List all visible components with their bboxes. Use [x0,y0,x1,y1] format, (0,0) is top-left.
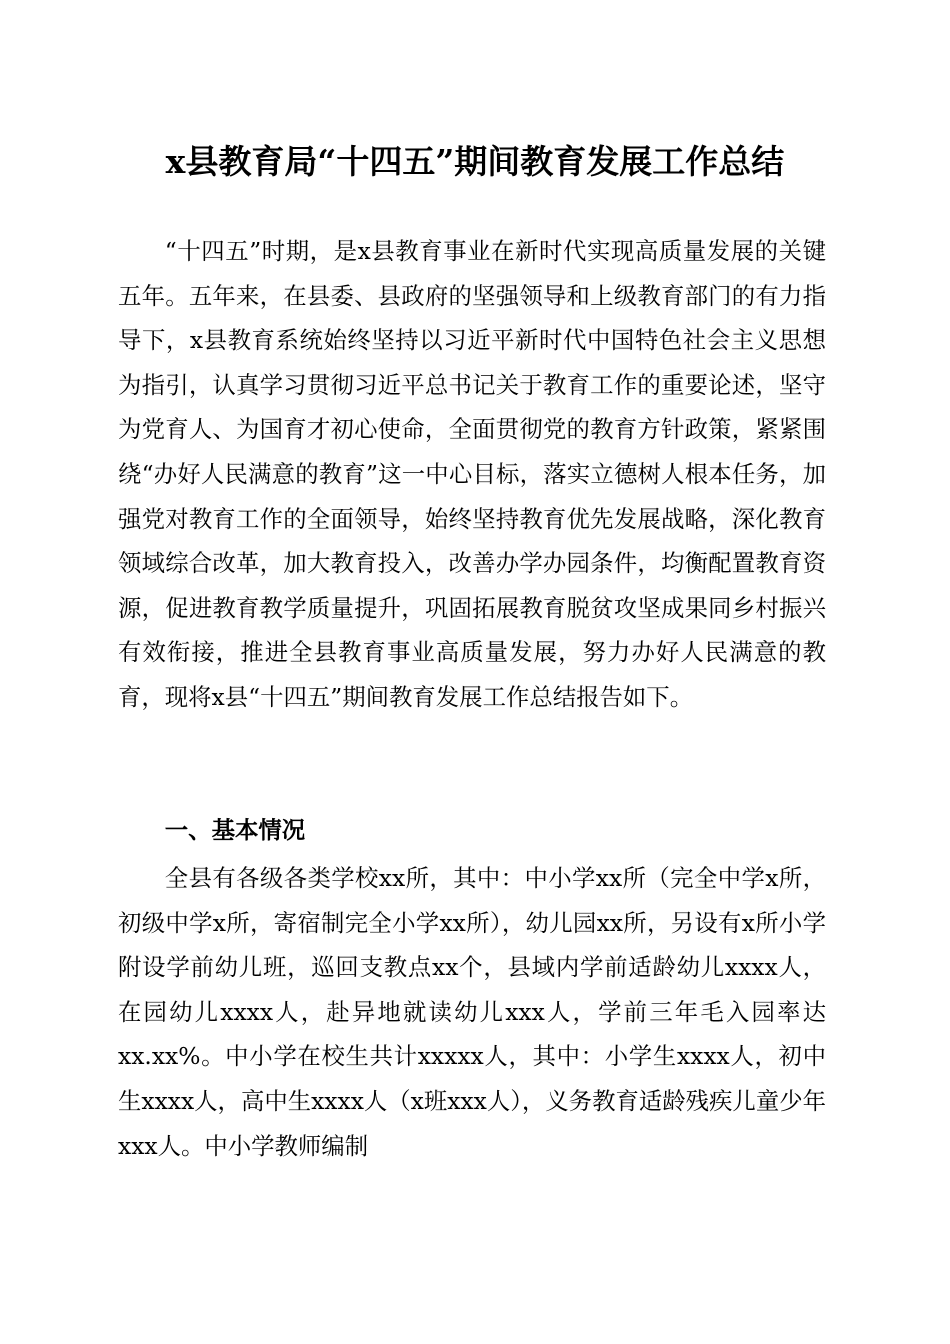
intro-paragraph: “十四五”时期，是x县教育事业在新时代实现高质量发展的关键五年。五年来，在县委、县政府的坚强领导和上级教育部门的有力指导下，x县教育系统始终坚持以习近平新时代中国特色社会主义思想为指引，认真学习贯彻习近平总书记关于教育工作的重要论述，坚守为党育人、为国育才初心使命，全面贯彻党的教育方针政策，紧紧围绕“办好人民满意的教育”这一中心目标，落实立德树人根本任务，加强党对教育工作的全面领导，始终坚持教育优先发展战略，深化教育领域综合改革，加大教育投入，改善办学办园条件，均衡配置教育资源，促进教育教学质量提升，巩固拓展教育脱贫攻坚成果同乡村振兴有效衔接，推进全县教育事业高质量发展，努力办好人民满意的教育，现将x县“十四五”期间教育发展工作总结报告如下。 [118,237,826,711]
document-title: x县教育局“十四五”期间教育发展工作总结 [165,142,785,181]
section-heading-basic-info: 一、基本情况 [164,816,306,844]
basic-info-paragraph: 全县有各级各类学校xx所，其中：中小学xx所（完全中学x所，初级中学x所，寄宿制完全小学xx所），幼儿园xx所，另设有x所小学附设学前幼儿班，巡回支教点xx个，县域内学前适龄幼儿xxxx人，在园幼儿xxxx人，赴异地就读幼儿xxx人，学前三年毛入园率达xx.xx%。中小学在校生共计xxxxx人，其中：小学生xxxx人，初中生xxxx人，高中生xxxx人（x班xxx人），义务教育适龄残疾儿童少年xxx人。中小学教师编制 [118,864,826,1160]
